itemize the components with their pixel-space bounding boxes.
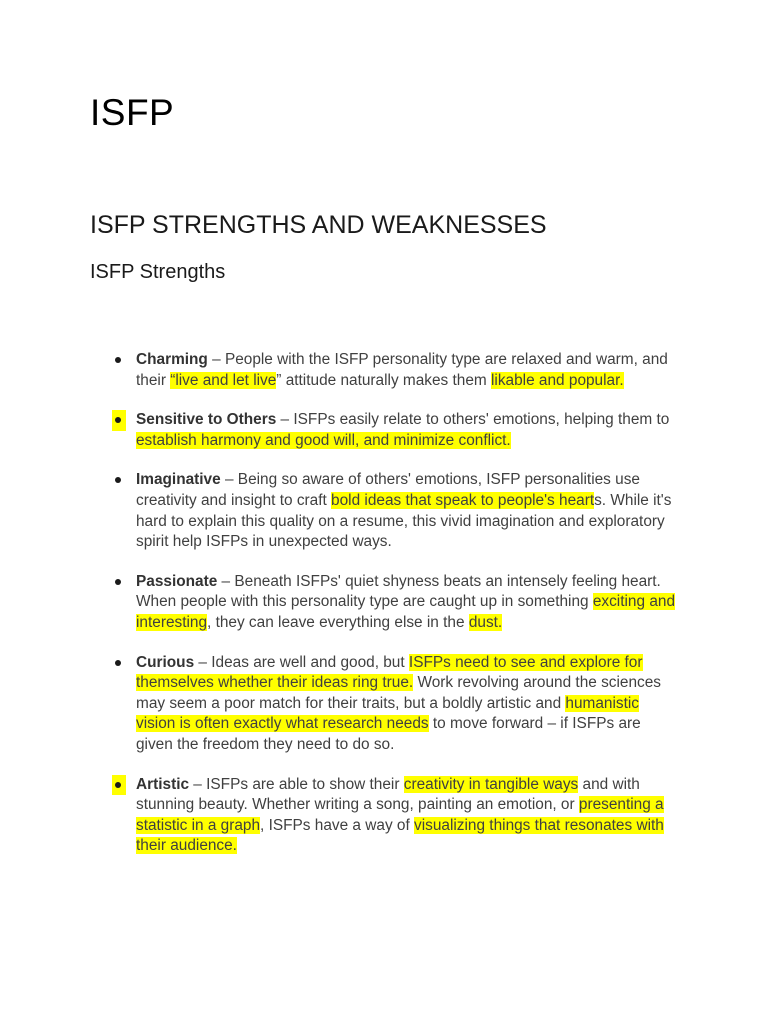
highlighted-text: humanistic vision is often exactly what research needs <box>136 694 639 733</box>
strength-description <box>136 776 664 855</box>
strength-item <box>0 470 676 552</box>
description-text: ” attitude naturally makes them <box>276 371 492 389</box>
strength-description <box>136 573 675 631</box>
highlighted-text: visualizing things that resonates with their audience. <box>136 816 664 855</box>
bullet-icon <box>112 775 126 796</box>
description-text: – ISFPs are able to show their <box>189 775 404 793</box>
description-text: – Beneath ISFPs' quiet shyness beats an intensely feeling heart. When people with this personality type are caught up in something <box>136 572 661 611</box>
strength-term: Charming <box>136 351 208 368</box>
strength-term: Imaginative <box>136 471 221 489</box>
highlighted-text: presenting a statistic in a graph <box>136 796 664 834</box>
bullet-icon <box>112 653 126 674</box>
description-text: and with stunning beauty. Whether writing a song, painting an emotion, or <box>136 775 640 814</box>
strength-term: Curious <box>136 653 195 671</box>
highlighted-text: likable and popular. <box>491 371 624 389</box>
strength-term: Passionate <box>136 572 218 590</box>
highlighted-text: establish harmony and good will, and minimize conflict. <box>136 431 511 449</box>
strength-term: Sensitive to Others <box>136 411 277 429</box>
highlighted-text: dust. <box>468 613 503 631</box>
highlighted-text: creativity in tangible ways <box>403 775 579 793</box>
highlighted-text: ISFPs need to see and explore for themselves whether their ideas ring true. <box>136 653 643 692</box>
strength-description <box>136 351 668 389</box>
bullet-icon <box>112 350 126 371</box>
description-text: – Ideas are well and good, but <box>194 653 409 671</box>
description-text: Work revolving around the sciences may seem a poor match for their traits, but a boldly artistic and <box>136 674 661 712</box>
description-text: , they can leave everything else in the <box>207 613 469 631</box>
highlighted-text: bold ideas that speak to people's heart <box>331 491 595 509</box>
strengths-list <box>0 350 768 876</box>
section-heading: ISFP STRENGTHS AND WEAKNESSES <box>90 211 547 239</box>
description-text: to move forward – if ISFPs are given the freedom they need to do so. <box>136 715 641 753</box>
strength-term: Artistic <box>136 775 190 793</box>
strength-item <box>0 653 676 756</box>
description-text: , ISFPs have a way of <box>260 816 415 834</box>
strength-item <box>0 775 676 857</box>
bullet-icon <box>112 410 126 431</box>
strength-item <box>0 350 676 391</box>
highlighted-text: exciting and interesting <box>136 593 675 631</box>
strength-item <box>0 410 676 451</box>
description-text: s. While it's hard to explain this quality on a resume, this vivid imagination and exploratory spirit help ISFPs in unexpected ways. <box>136 491 672 551</box>
description-text: – ISFPs easily relate to others' emotions, helping them to <box>276 411 670 429</box>
document-title: ISFP <box>90 92 175 133</box>
description-text: – Being so aware of others' emotions, ISFP personalities use creativity and insight to craft <box>136 471 640 509</box>
strength-item <box>0 572 676 634</box>
bullet-icon <box>112 470 126 491</box>
highlighted-text: “live and let live <box>170 371 277 389</box>
strength-description <box>136 654 661 753</box>
strengths-heading: ISFP Strengths <box>90 261 226 283</box>
description-text: – People with the ISFP personality type are relaxed and warm, and their <box>136 351 668 389</box>
bullet-icon <box>112 572 126 593</box>
